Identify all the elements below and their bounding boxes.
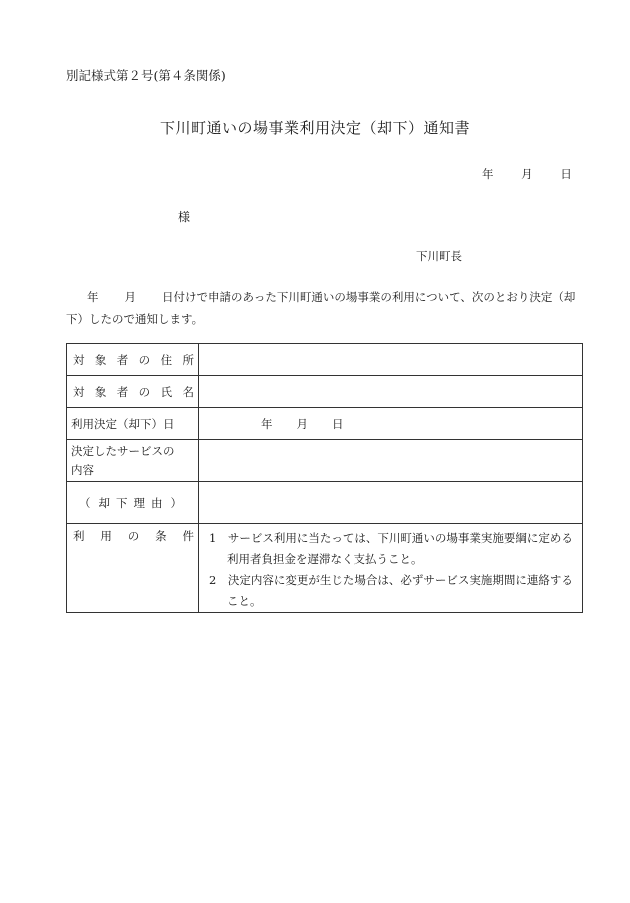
label-char: 利 [73,529,85,543]
address-label [71,352,194,368]
conditions-label-cell [67,524,199,613]
notice-details-table [66,343,583,613]
label-char: 名 [182,384,194,399]
label-char: 者 [116,352,129,367]
label-char: 用 [100,529,112,543]
service-value-cell[interactable] [199,440,583,482]
issuer-name: 下川町長 [416,249,462,263]
label-char: 住 [160,352,173,367]
reason-label-cell [67,482,199,524]
reason-label [71,495,194,511]
condition-item-1: 1 サービス利用に当たっては、下川町通いの場事業実施要綱に定める利用者負担金を遅滞なく支払うこと。 [209,531,573,566]
recipient-honorific: 様 [178,210,191,224]
decision-date-value-cell[interactable] [199,408,583,440]
label-char: 理 [133,495,145,510]
decision-date-label: 利用決定（却下）日 [71,416,175,431]
table-row-name [67,376,583,408]
label-char: の [138,384,151,399]
label-char: 由 [151,495,163,510]
decision-month: 月 [296,416,308,431]
table-row-reason [67,482,583,524]
date-year: 年 [482,167,494,181]
decision-date-label-cell [67,408,199,440]
decision-year: 年 [261,416,273,431]
address-label-cell [67,344,199,376]
service-label-line1: 決定したサービスの [71,443,175,458]
condition-item-2: 2 決定内容に変更が生じた場合は、必ずサービス実施期間に連絡すること。 [209,573,573,608]
label-char: 却 [98,495,110,510]
body-paragraph [66,286,582,330]
label-char: 下 [116,495,128,510]
label-char: の [138,352,151,367]
label-char: 者 [116,384,129,399]
table-row-conditions [67,524,583,613]
label-char: 象 [94,352,107,367]
issue-date-line [482,166,572,182]
name-label [71,384,194,400]
label-char: 対 [73,352,85,367]
body-year: 年 [87,290,99,304]
conditions-label [71,528,194,544]
conditions-value-cell [199,524,583,613]
document-title: 下川町通いの場事業利用決定（却下）通知書 [159,119,470,137]
table-row-address [67,344,583,376]
date-month: 月 [521,167,533,181]
reason-open-paren: （ [79,495,91,510]
name-label-cell [67,376,199,408]
table-row-service [67,440,583,482]
label-char: 所 [182,352,194,367]
address-value-cell[interactable] [199,344,583,376]
form-number: 別記様式第２号(第４条関係) [66,68,226,83]
table-row-decision-date [67,408,583,440]
body-month: 月 [124,290,136,304]
label-char: 件 [182,529,194,543]
label-char: 象 [94,384,107,399]
reason-value-cell[interactable] [199,482,583,524]
label-char: の [127,529,140,543]
date-day: 日 [560,167,572,181]
label-char: 条 [155,529,167,543]
reason-label-chars [91,495,171,511]
reason-close-paren: ） [170,495,182,510]
decision-day: 日 [332,416,344,431]
service-label-line2: 内容 [71,462,94,477]
name-value-cell[interactable] [199,376,583,408]
service-label-cell [67,440,199,482]
body-text: 日付けで申請のあった下川町通いの場事業の利用について、次のとおり決定（却下）したので通知します。 [66,290,576,326]
label-char: 氏 [160,384,173,399]
label-char: 対 [73,384,85,399]
